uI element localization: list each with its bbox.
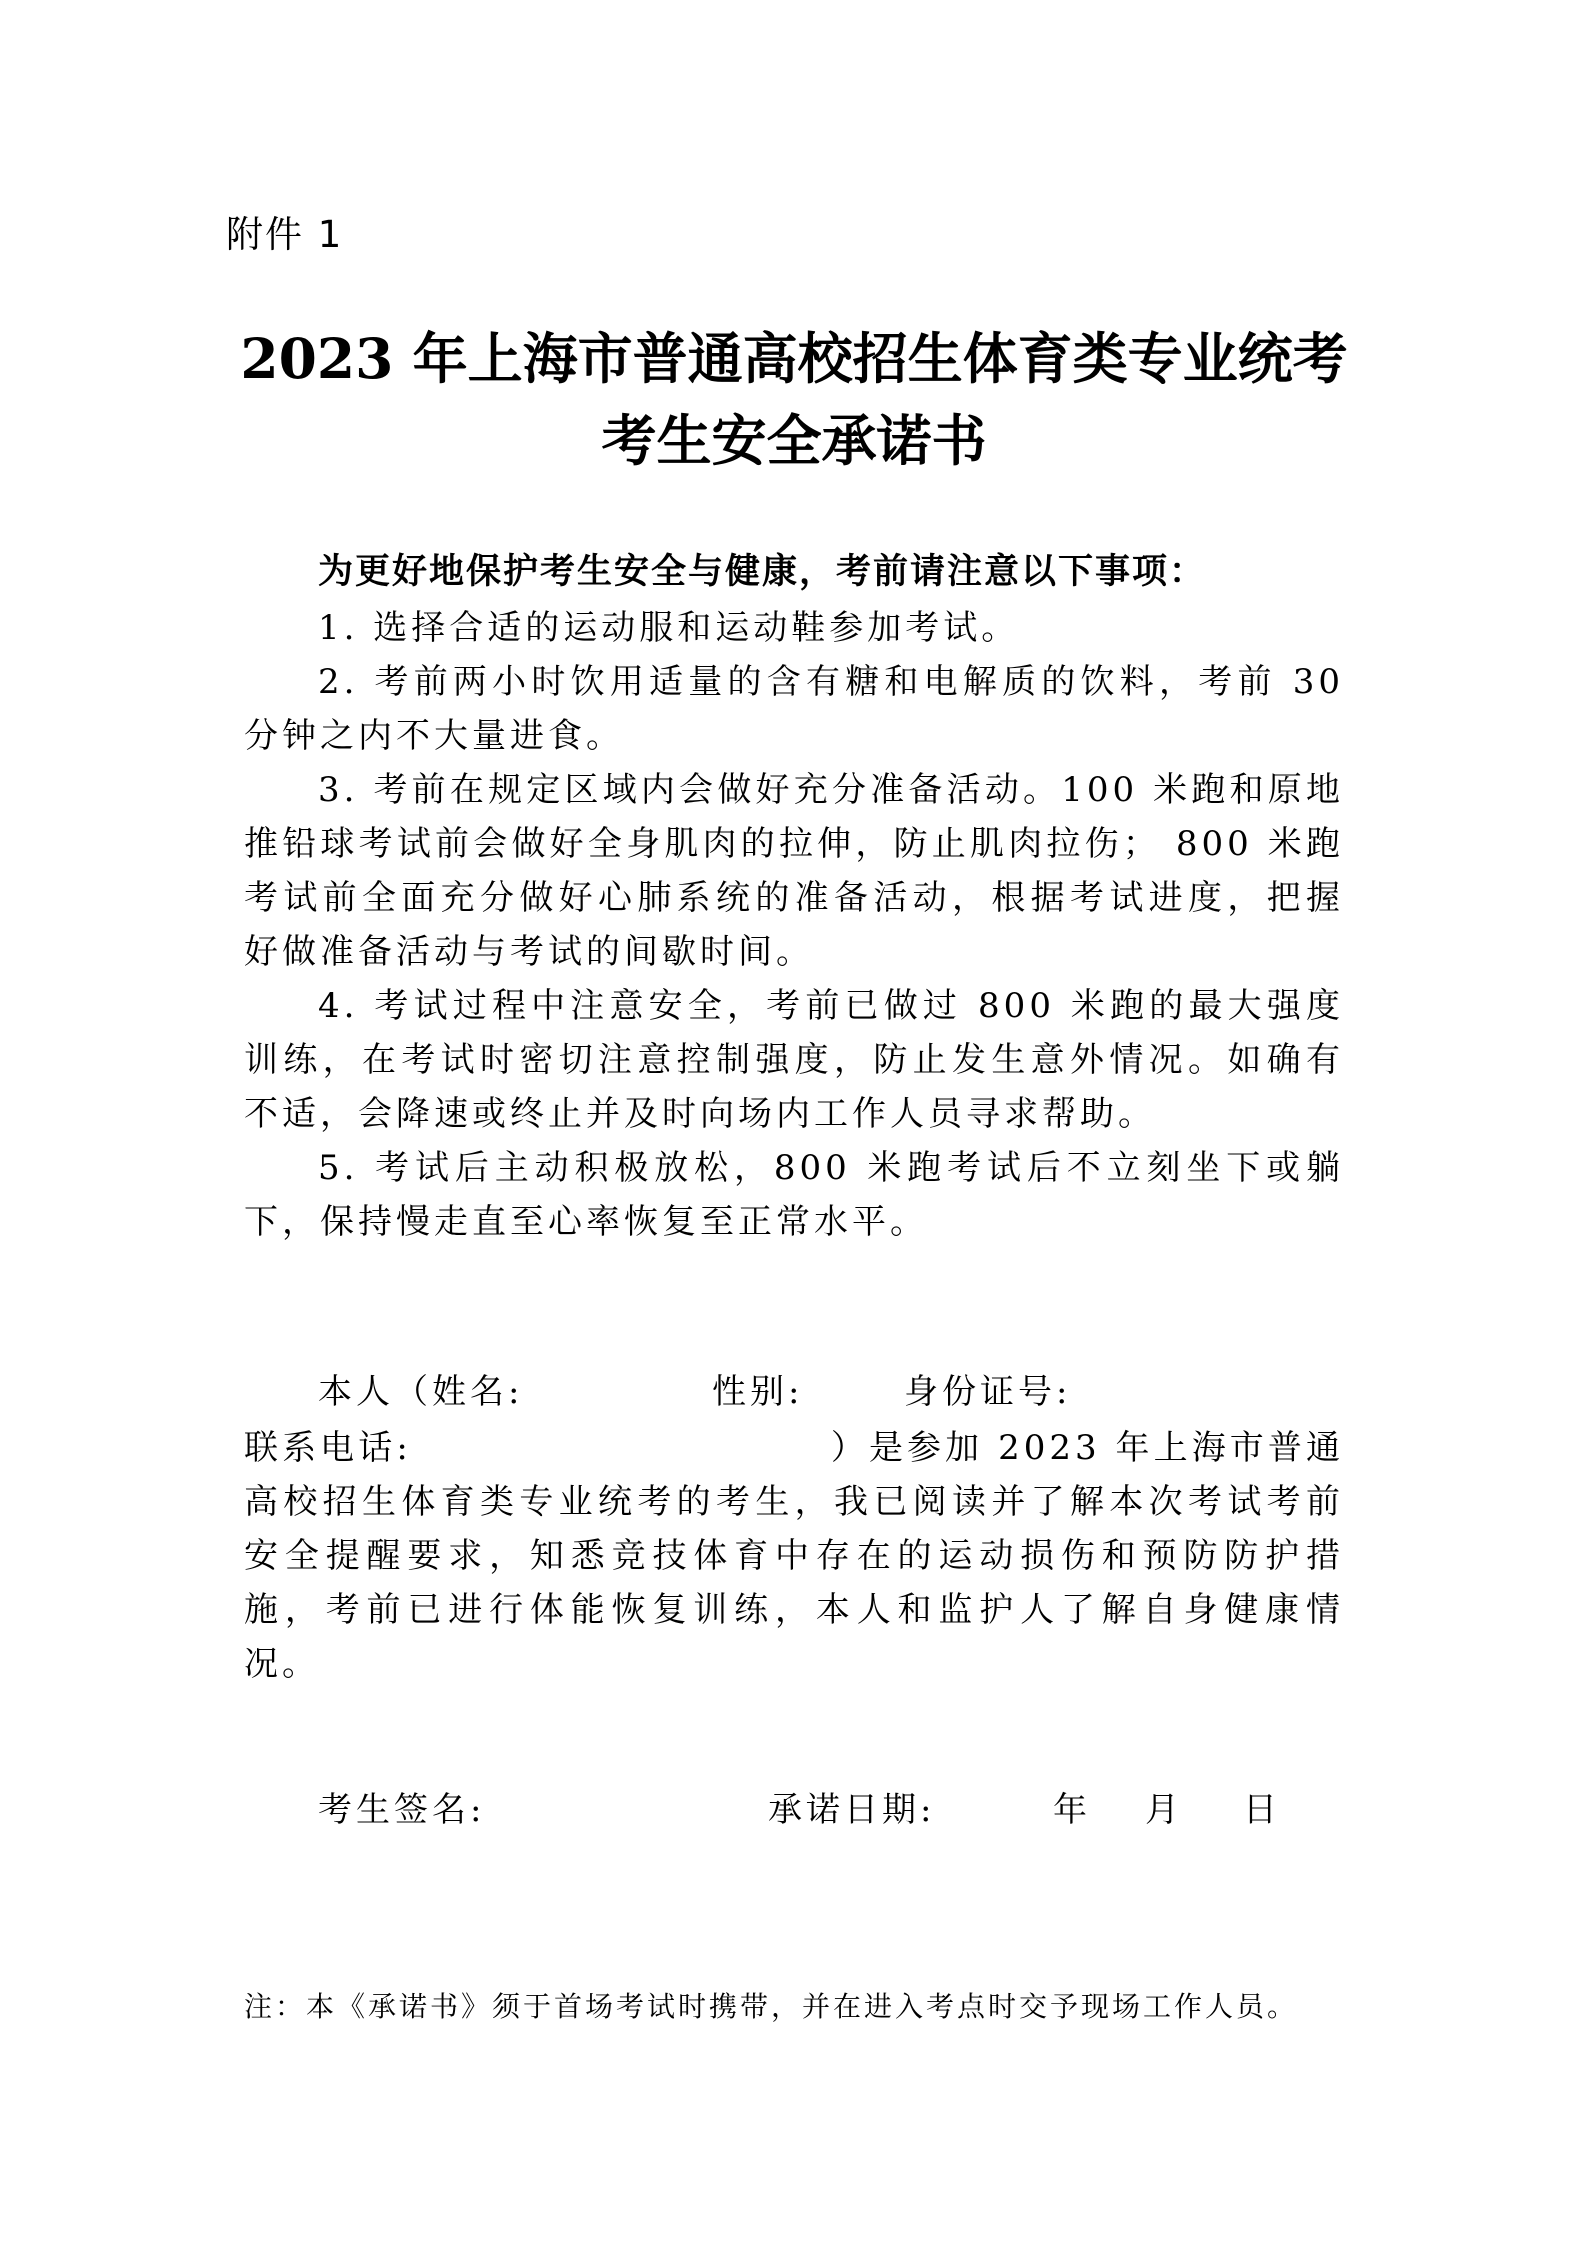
name-field-label: 本人（姓名:	[318, 1372, 524, 1412]
attachment-label: 附件 1	[226, 213, 344, 256]
date-year-label: 年	[1053, 1790, 1091, 1830]
declaration-section	[244, 1365, 1344, 1691]
notice-item-3: 3. 考前在规定区域内会做好充分准备活动。100 米跑和原地推铅球考试前会做好全身肌肉的拉伸，防止肌肉拉伤； 800 米跑考试前全面充分做好心肺系统的准备活动，根据考试进度，把握好做准备活动与考试的间歇时间。	[244, 770, 1344, 972]
document-title-line2: 考生安全承诺书	[601, 408, 987, 473]
declaration-fields-row	[244, 1365, 1344, 1421]
declaration-text: 联系电话: ）是参加 2023 年上海市普通高校招生体育类专业统考的考生，我已阅读并了解本次考试考前安全提醒要求，知悉竞技体育中存在的运动损伤和预防防护措施，考前已进行体能恢复训练，本人和监护人了解自身健康情况。	[244, 1428, 1344, 1684]
signature-row	[318, 1782, 1318, 1838]
intro-heading: 为更好地保护考生安全与健康，考前请注意以下事项：	[318, 552, 1207, 592]
date-label: 承诺日期:	[768, 1790, 936, 1830]
notice-item-4: 4. 考试过程中注意安全，考前已做过 800 米跑的最大强度训练，在考试时密切注意控制强度，防止发生意外情况。如确有不适，会降速或终止并及时向场内工作人员寻求帮助。	[244, 986, 1344, 1134]
notice-item-1: 1. 选择合适的运动服和运动鞋参加考试。	[318, 608, 1020, 648]
document-title-line1: 2023 年上海市普通高校招生体育类专业统考	[240, 326, 1348, 391]
notice-item-2: 2. 考前两小时饮用适量的含有糖和电解质的饮料，考前 30 分钟之内不大量进食。	[244, 662, 1344, 756]
gender-field-label: 性别:	[712, 1372, 804, 1412]
notice-item-5: 5. 考试后主动积极放松，800 米跑考试后不立刻坐下或躺下，保持慢走直至心率恢复至正常水平。	[244, 1148, 1344, 1242]
notice-items	[244, 601, 1344, 1249]
date-day-label: 日	[1243, 1790, 1281, 1830]
signature-label: 考生签名:	[318, 1790, 486, 1830]
id-number-field-label: 身份证号:	[904, 1372, 1072, 1412]
date-month-label: 月	[1145, 1790, 1183, 1830]
footnote: 注：本《承诺书》须于首场考试时携带，并在进入考点时交予现场工作人员。	[244, 1990, 1299, 2023]
